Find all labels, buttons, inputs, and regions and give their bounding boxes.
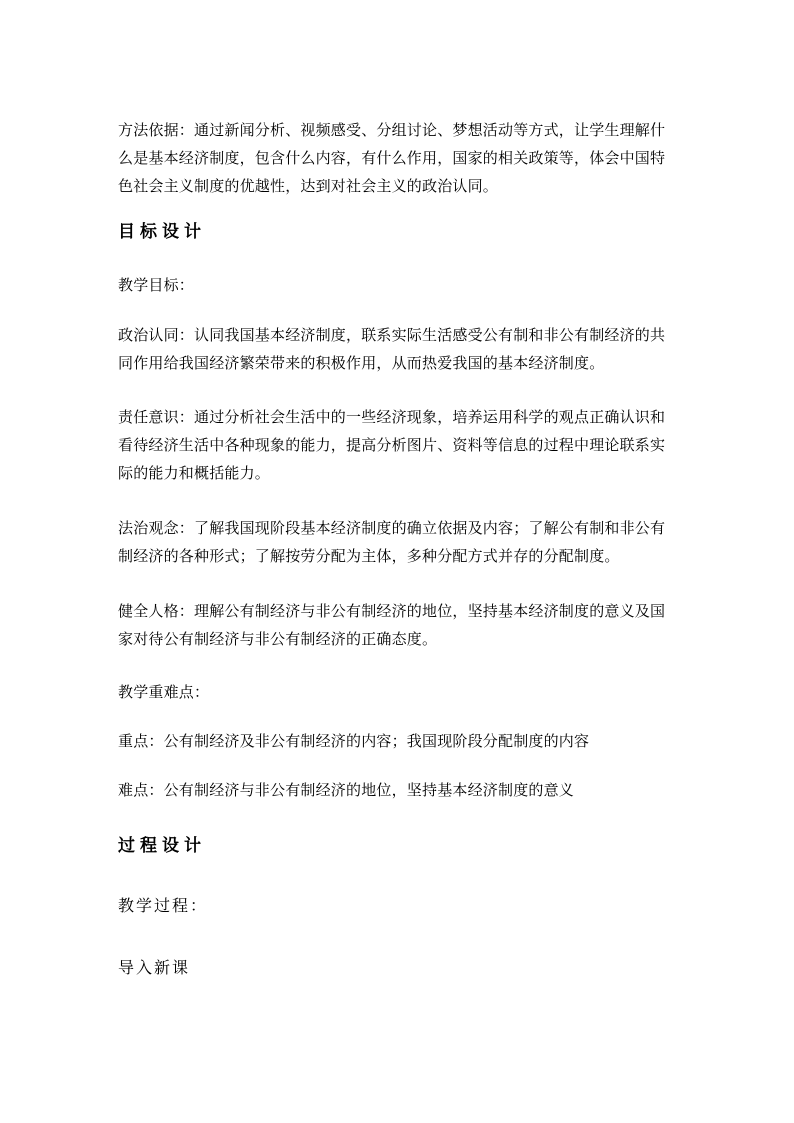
key-points-paragraph: 重点：公有制经济及非公有制经济的内容；我国现阶段分配制度的内容 [118, 732, 590, 750]
goal-design-heading: 目标设计 [118, 222, 206, 242]
teaching-goals-label: 教学目标： [118, 276, 195, 294]
teaching-process-label: 教学过程： [118, 896, 209, 915]
difficult-points-paragraph: 难点：公有制经济与非公有制经济的地位，坚持基本经济制度的意义 [118, 781, 575, 799]
intro-new-lesson-label: 导入新课 [118, 958, 191, 977]
rule-of-law-paragraph: 法治观念：了解我国现阶段基本经济制度的确立依据及内容；了解公有制和非公有制经济的各种形式；了解按劳分配为主体，多种分配方式并存的分配制度。 [118, 519, 666, 565]
responsibility-paragraph: 责任意识：通过分析社会生活中的一些经济现象，培养运用科学的观点正确认识和看待经济生活中各种现象的能力，提高分析图片、资料等信息的过程中理论联系实际的能力和概括能力。 [118, 408, 666, 482]
process-design-heading: 过程设计 [118, 836, 206, 856]
sound-personality-paragraph: 健全人格：理解公有制经济与非公有制经济的地位，坚持基本经济制度的意义及国家对待公有制经济与非公有制经济的正确态度。 [118, 602, 666, 648]
key-difficult-label: 教学重难点： [118, 683, 210, 701]
political-identity-paragraph: 政治认同：认同我国基本经济制度，联系实际生活感受公有制和非公有制经济的共同作用给我国经济繁荣带来的积极作用，从而热爱我国的基本经济制度。 [118, 326, 666, 372]
method-basis-paragraph: 方法依据：通过新闻分析、视频感受、分组讨论、梦想活动等方式，让学生理解什么是基本经济制度，包含什么内容，有什么作用，国家的相关政策等，体会中国特色社会主义制度的优越性，达到对社会主义的政治认同。 [118, 121, 666, 195]
